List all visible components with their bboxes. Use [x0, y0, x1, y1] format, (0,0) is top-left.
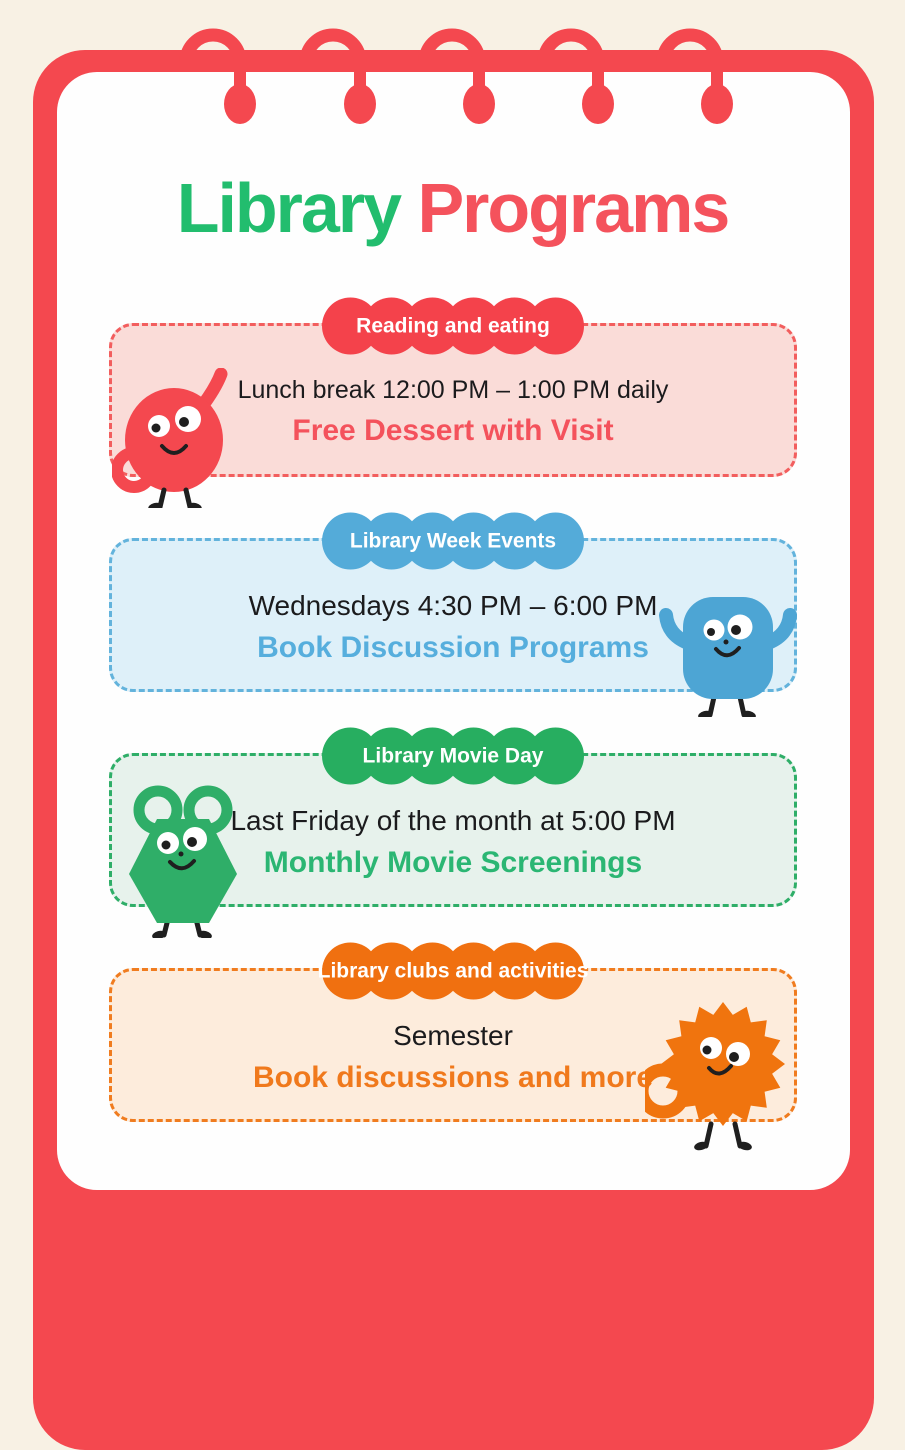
card-highlight-text: Free Dessert with Visit [292, 414, 614, 447]
page-title-library: Library [176, 169, 401, 247]
card-badge-label: Reading and eating [356, 314, 550, 337]
red-blob-character-icon [112, 368, 237, 508]
card-badge-reading-and-eating [322, 298, 584, 355]
card-badge-library-week-events [322, 513, 584, 570]
card-schedule-text: Last Friday of the month at 5:00 PM [230, 804, 676, 836]
card-highlight-text: Book discussions and more [252, 1060, 654, 1094]
card-schedule-text: Semester [393, 1019, 513, 1051]
green-hexagon-character-icon [110, 783, 255, 938]
card-badge-library-clubs [317, 943, 589, 1000]
page-title-programs: Programs [417, 169, 729, 247]
card-badge-label: Library clubs and activities [317, 959, 589, 982]
blue-square-character-icon [658, 585, 798, 717]
page-title [0, 168, 905, 248]
spiral-binding-icon [0, 20, 905, 140]
orange-starburst-character-icon [645, 990, 805, 1152]
card-badge-label: Library Week Events [349, 529, 557, 552]
card-badge-library-movie-day [322, 728, 584, 785]
card-schedule-text: Lunch break 12:00 PM – 1:00 PM daily [237, 376, 669, 404]
card-schedule-text: Wednesdays 4:30 PM – 6:00 PM [248, 589, 658, 621]
card-highlight-text: Book Discussion Programs [257, 630, 649, 664]
card-badge-label: Library Movie Day [362, 744, 544, 767]
card-highlight-text: Monthly Movie Screenings [263, 845, 643, 879]
